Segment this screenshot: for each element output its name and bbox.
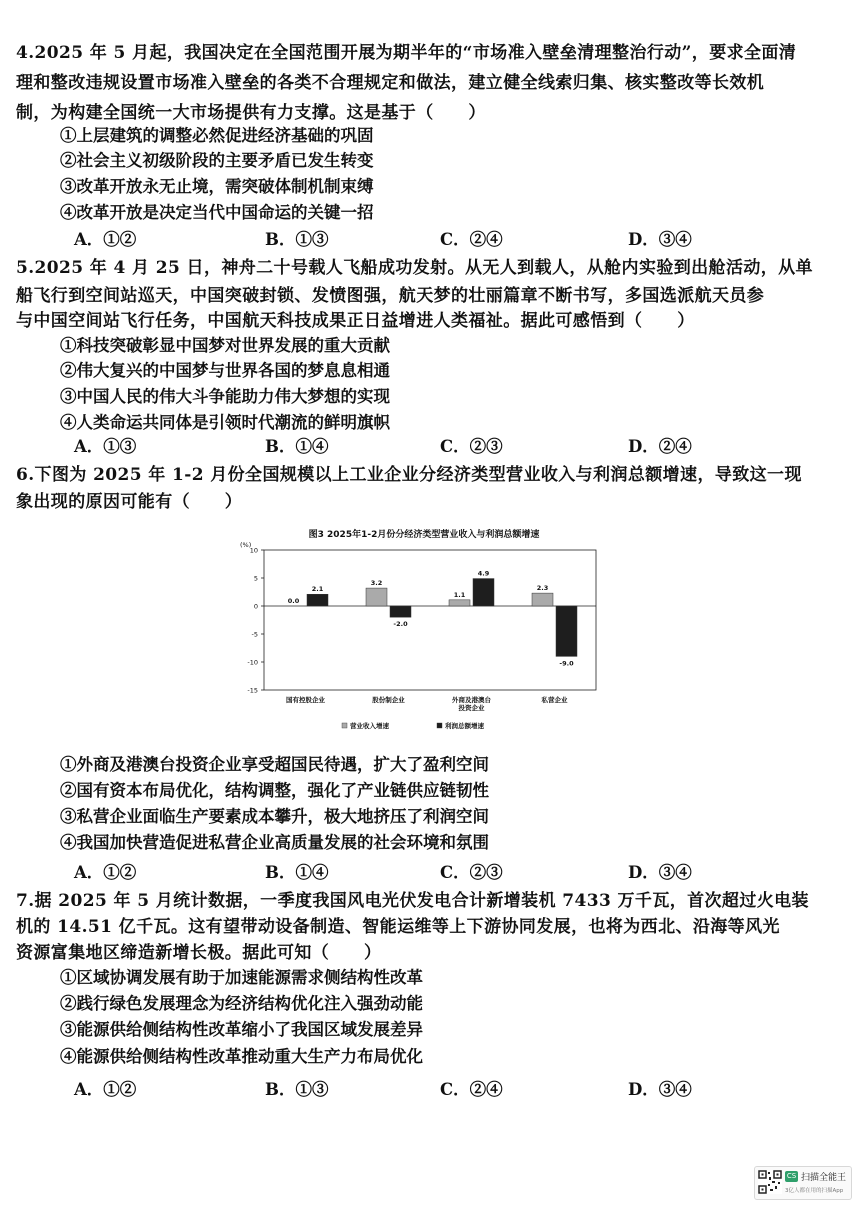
question-stem-line: 7.据 2025 年 5 月统计数据，一季度我国风电光伏发电合计新增装机 7433 万千瓦，首次超过火电装 [16,891,809,911]
question-stem-line: 机的 14.51 亿千瓦。这有望带动设备制造、智能运维等上下游协同发展，也将为西北、沿海等风光 [16,917,780,937]
answer-choice: A．①② [74,863,137,882]
y-unit-label: (%) [240,541,252,549]
profit-data-label: 4.9 [477,569,490,578]
answer-choice: B．①④ [265,437,329,456]
answer-choice: D．③④ [628,863,692,882]
statement-option: ④改革开放是决定当代中国命运的关键一招 [60,203,374,222]
category-label: 投资企业 [458,704,485,712]
revenue-data-label: 3.2 [370,579,383,588]
legend-swatch-profit [437,723,442,728]
profit-growth-bar [307,594,328,606]
answer-choice: B．①③ [265,1080,329,1099]
statement-option: ③能源供给侧结构性改革缩小了我国区域发展差异 [60,1020,423,1039]
statement-option: ④能源供给侧结构性改革推动重大生产力布局优化 [60,1047,423,1066]
question-stem-line: 6.下图为 2025 年 1-2 月份全国规模以上工业企业分经济类型营业收入与利润总额增速，导致这一现 [16,465,802,485]
statement-option: ③私营企业面临生产要素成本攀升，极大地挤压了利润空间 [60,807,489,826]
question-stem-line: 制，为构建全国统一大市场提供有力支撑。这是基于（ ） [16,103,486,123]
answer-choice: B．①④ [265,863,329,882]
profit-data-label: -2.0 [393,620,408,629]
badge-tagline: 3亿人都在用的扫描App [785,1188,844,1194]
scanner-watermark-badge [754,1166,852,1200]
question-stem-line: 4.2025 年 5 月起，我国决定在全国范围开展为期半年的“市场准入壁垒清理整治行动”，要求全面清 [16,43,797,63]
answer-choice: C．②④ [440,230,503,249]
statement-option: ①区域协调发展有助于加速能源需求侧结构性改革 [60,968,423,987]
revenue-profit-growth-chart [232,520,612,750]
qr-code-icon [758,1170,782,1194]
answer-choice: A．①③ [74,437,137,456]
statement-option: ①外商及港澳台投资企业享受超国民待遇，扩大了盈利空间 [60,755,489,774]
answer-choice: C．②③ [440,863,503,882]
y-tick-label: 0 [253,602,258,611]
answer-choice: A．①② [74,1080,137,1099]
question-stem-line: 理和整改违规设置市场准入壁垒的各类不合理规定和做法，建立健全线索归集、核实整改等长效机 [16,73,765,93]
statement-option: ①科技突破彰显中国梦对世界发展的重大贡献 [60,336,390,355]
statement-option: ④人类命运共同体是引领时代潮流的鲜明旗帜 [60,413,390,432]
question-stem-line: 5.2025 年 4 月 25 日，神舟二十号载人飞船成功发射。从无人到载人，从舱内实验到出舱活动，从单 [16,258,813,278]
answer-choice: D．③④ [628,1080,692,1099]
answer-choice: D．③④ [628,230,692,249]
answer-choice: B．①③ [265,230,329,249]
category-label: 国有控股企业 [286,696,325,704]
chart-svg [232,520,612,750]
statement-option: ①上层建筑的调整必然促进经济基础的巩固 [60,126,374,145]
category-label: 私营企业 [541,696,568,704]
revenue-data-label: 0.0 [287,597,300,605]
y-tick-label: -15 [247,686,258,695]
answer-choice: A．①② [74,230,137,249]
chart-title: 图3 2025年1-2月份分经济类型营业收入与利润总额增速 [308,530,540,540]
answer-choice: D．②④ [628,437,692,456]
plot-frame [264,550,596,690]
statement-option: ②伟大复兴的中国梦与世界各国的梦息息相通 [60,361,390,380]
legend-label-revenue: 营业收入增速 [350,722,389,730]
statement-option: ②践行绿色发展理念为经济结构优化注入强劲动能 [60,994,423,1013]
category-label: 外商及港澳台 [452,696,491,704]
statement-option: ②国有资本布局优化，结构调整，强化了产业链供应链韧性 [60,781,489,800]
y-tick-label: 10 [249,546,258,555]
question-stem-line: 船飞行到空间站巡天，中国突破封锁、发愤图强，航天梦的壮丽篇章不断书写，多国选派航天员参 [16,286,765,306]
revenue-data-label: 2.3 [536,584,549,593]
profit-data-label: 2.1 [311,585,324,594]
statement-option: ③改革开放永无止境，需突破体制机制束缚 [60,177,374,196]
revenue-growth-bar [532,593,553,606]
y-tick-label: -5 [251,630,258,639]
question-stem-line: 与中国空间站飞行任务，中国航天科技成果正日益增进人类福祉。据此可感悟到（ ） [16,311,695,331]
statement-option: ②社会主义初级阶段的主要矛盾已发生转变 [60,151,374,170]
badge-app-name: 扫描全能王 [801,1173,847,1183]
profit-growth-bar [473,579,494,606]
profit-data-label: -9.0 [559,659,574,668]
legend-label-profit: 利润总额增速 [445,722,484,730]
category-label: 股份制企业 [372,696,405,704]
revenue-growth-bar [366,588,387,606]
y-tick-label: 5 [253,574,258,583]
answer-choice: C．②③ [440,437,503,456]
revenue-data-label: 1.1 [453,590,466,599]
legend-swatch-revenue [342,723,347,728]
cs-logo-icon: CS [786,1172,797,1180]
profit-growth-bar [556,606,577,656]
question-stem-line: 资源富集地区缔造新增长极。据此可知（ ） [16,943,382,963]
question-stem-line: 象出现的原因可能有（ ） [16,492,243,512]
statement-option: ③中国人民的伟大斗争能助力伟大梦想的实现 [60,387,390,406]
answer-choice: C．②④ [440,1080,503,1099]
revenue-growth-bar [449,600,470,606]
y-tick-label: -10 [247,658,258,667]
statement-option: ④我国加快营造促进私营企业高质量发展的社会环境和氛围 [60,833,489,852]
profit-growth-bar [390,606,411,617]
